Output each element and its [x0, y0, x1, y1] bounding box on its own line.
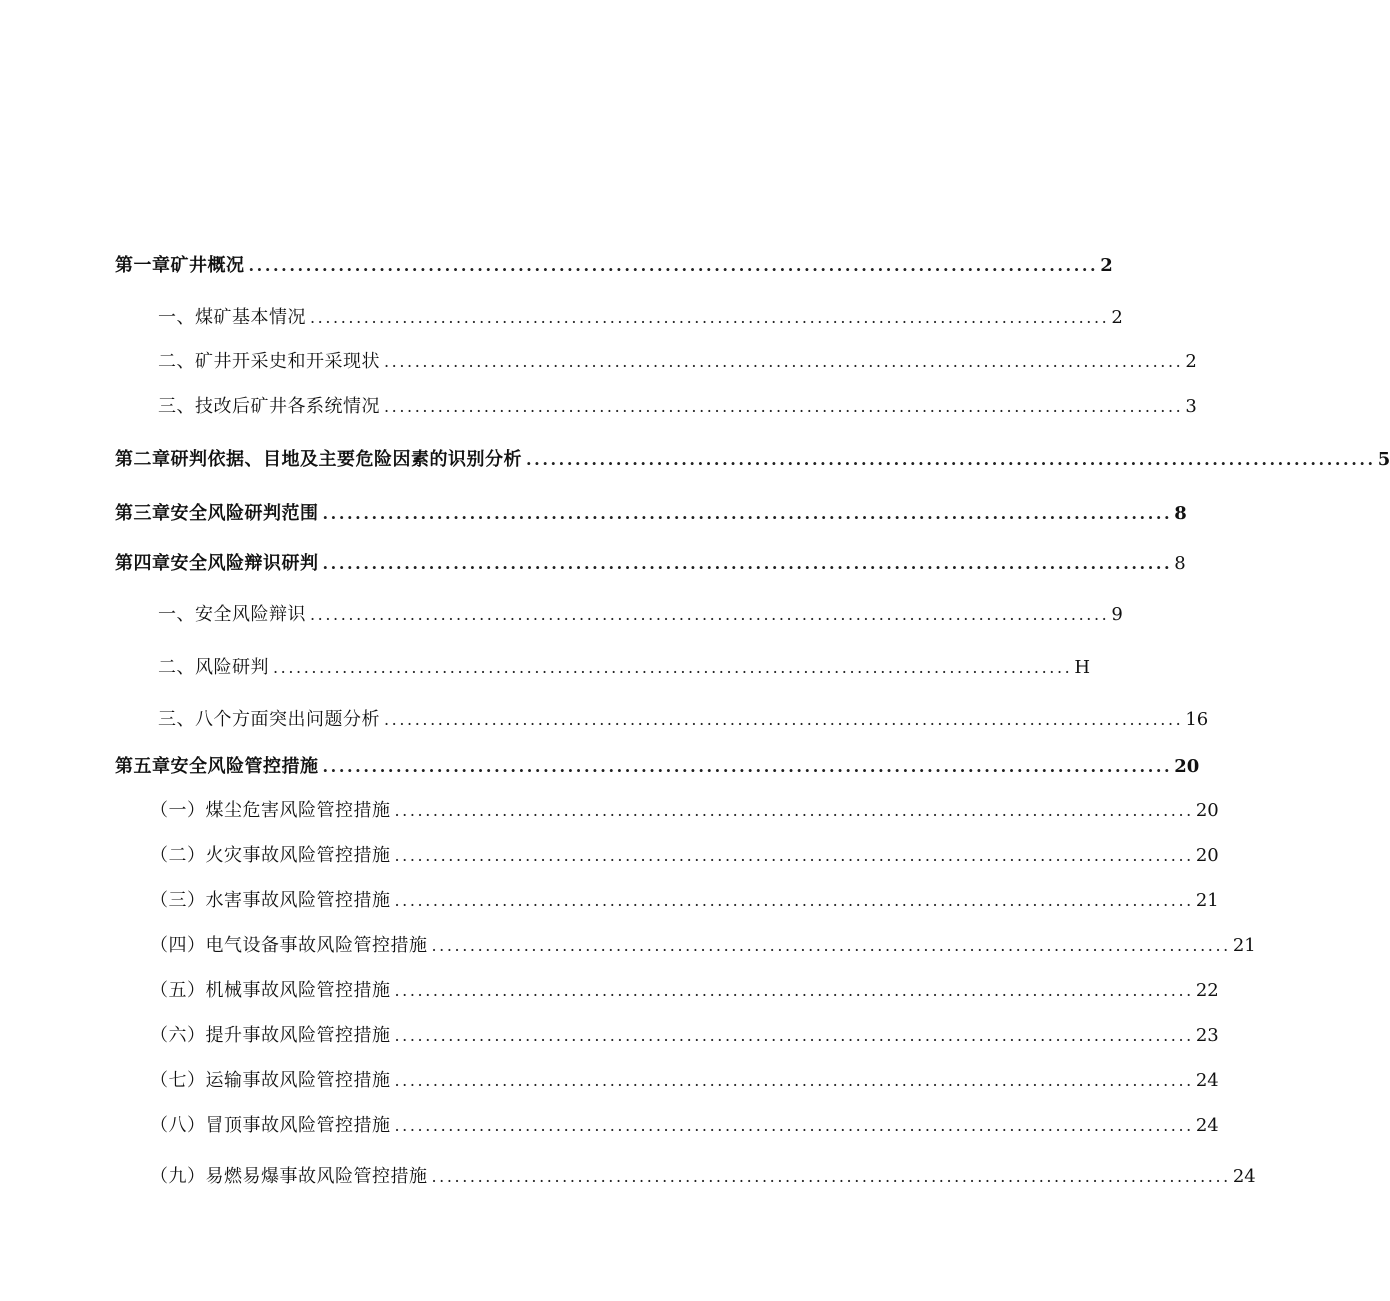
- dot-leader: ........................................................................................................: [384, 397, 1184, 416]
- toc-entry-title: （四）电气设备事故风险管控措施: [150, 935, 428, 956]
- dot-leader: ........................................................................................................: [431, 936, 1231, 955]
- toc-entry-page: 9: [1111, 604, 1123, 625]
- toc-entry-page: 2: [1185, 351, 1197, 372]
- toc-entry[interactable]: [0, 976, 1219, 1006]
- toc-entry-page: H: [1074, 657, 1091, 678]
- dot-leader: ........................................................................................................: [394, 801, 1194, 820]
- dot-leader: ........................................................................................................: [384, 352, 1184, 371]
- toc-entry-title: 一、煤矿基本情况: [158, 307, 306, 328]
- dot-leader: ........................................................................................................: [394, 891, 1194, 910]
- toc-entry-title: （六）提升事故风险管控措施: [150, 1025, 391, 1046]
- toc-entry-page: 20: [1174, 756, 1200, 777]
- toc-entry-title: 第二章研判依据、目地及主要危险因素的识别分析: [115, 449, 522, 470]
- toc-entry-title: 第一章矿井概况: [115, 255, 245, 276]
- toc-entry-page: 21: [1195, 890, 1219, 911]
- toc-entry-title: （一）煤尘危害风险管控措施: [150, 800, 391, 821]
- dot-leader: ........................................................................................................: [394, 1071, 1194, 1090]
- toc-entry[interactable]: [0, 600, 1123, 630]
- toc-entry-title: 第五章安全风险管控措施: [115, 756, 319, 777]
- toc-entry[interactable]: [0, 1111, 1219, 1141]
- dot-leader: ........................................................................................................: [394, 1116, 1194, 1135]
- toc-entry-title: （二）火灾事故风险管控措施: [150, 845, 391, 866]
- toc-entry-page: 24: [1195, 1070, 1219, 1091]
- toc-entry-page: 21: [1232, 935, 1256, 956]
- dot-leader: ........................................................................................................: [384, 710, 1184, 729]
- toc-entry[interactable]: [0, 1162, 1256, 1192]
- toc-entry-page: 23: [1195, 1025, 1219, 1046]
- toc-entry-page: 24: [1232, 1166, 1256, 1187]
- toc-entry-title: 二、矿井开采史和开采现状: [158, 351, 380, 372]
- toc-entry-title: （七）运输事故风险管控措施: [150, 1070, 391, 1091]
- dot-leader: ........................................................................................................: [526, 450, 1376, 469]
- toc-entry[interactable]: [0, 445, 1390, 475]
- toc-entry[interactable]: [0, 653, 1091, 683]
- toc-entry-page: 22: [1195, 980, 1219, 1001]
- toc-entry[interactable]: [0, 705, 1209, 735]
- dot-leader: ........................................................................................................: [322, 554, 1173, 573]
- toc-entry-page: 20: [1195, 800, 1219, 821]
- toc-entry-page: 2: [1111, 307, 1123, 328]
- toc-entry-page: 24: [1195, 1115, 1219, 1136]
- toc-entry-title: 第四章安全风险辩识研判: [115, 553, 319, 574]
- toc-entry[interactable]: [0, 347, 1197, 377]
- toc-entry[interactable]: [0, 931, 1256, 961]
- toc-entry[interactable]: [0, 886, 1219, 916]
- toc-entry-title: （八）冒顶事故风险管控措施: [150, 1115, 391, 1136]
- toc-entry[interactable]: [0, 841, 1219, 871]
- toc-entry-page: 8: [1174, 553, 1186, 574]
- toc-entry-page: 3: [1185, 396, 1197, 417]
- toc-entry[interactable]: [0, 752, 1200, 782]
- toc-entry-page: 20: [1195, 845, 1219, 866]
- dot-leader: ........................................................................................................: [431, 1167, 1231, 1186]
- dot-leader: ........................................................................................................: [394, 846, 1194, 865]
- dot-leader: ........................................................................................................: [394, 981, 1194, 1000]
- toc-entry-page: 5: [1377, 449, 1390, 470]
- toc-entry[interactable]: [0, 796, 1219, 826]
- toc-entry[interactable]: [0, 392, 1197, 422]
- toc-entry[interactable]: [0, 1066, 1219, 1096]
- dot-leader: ........................................................................................................: [248, 256, 1099, 275]
- toc-entry-title: 三、技改后矿井各系统情况: [158, 396, 380, 417]
- toc-entry-page: 16: [1185, 709, 1209, 730]
- toc-entry-title: 三、八个方面突出问题分析: [158, 709, 380, 730]
- toc-entry-page: 8: [1174, 503, 1187, 524]
- toc-entry-title: 二、风险研判: [158, 657, 269, 678]
- toc-entry-title: （三）水害事故风险管控措施: [150, 890, 391, 911]
- dot-leader: ........................................................................................................: [273, 658, 1073, 677]
- toc-entry[interactable]: [0, 1021, 1219, 1051]
- toc-entry-title: （九）易燃易爆事故风险管控措施: [150, 1166, 428, 1187]
- toc-entry-page: 2: [1100, 255, 1113, 276]
- toc-entry[interactable]: [0, 499, 1187, 529]
- toc-entry[interactable]: [0, 303, 1123, 333]
- toc-entry-title: （五）机械事故风险管控措施: [150, 980, 391, 1001]
- toc-entry[interactable]: [0, 549, 1186, 579]
- toc-entry-title: 第三章安全风险研判范围: [115, 503, 319, 524]
- dot-leader: ........................................................................................................: [394, 1026, 1194, 1045]
- dot-leader: ........................................................................................................: [322, 757, 1173, 776]
- dot-leader: ........................................................................................................: [322, 504, 1173, 523]
- toc-entry[interactable]: [0, 251, 1113, 281]
- toc-entry-title: 一、安全风险辩识: [158, 604, 306, 625]
- dot-leader: ........................................................................................................: [310, 308, 1110, 327]
- dot-leader: ........................................................................................................: [310, 605, 1110, 624]
